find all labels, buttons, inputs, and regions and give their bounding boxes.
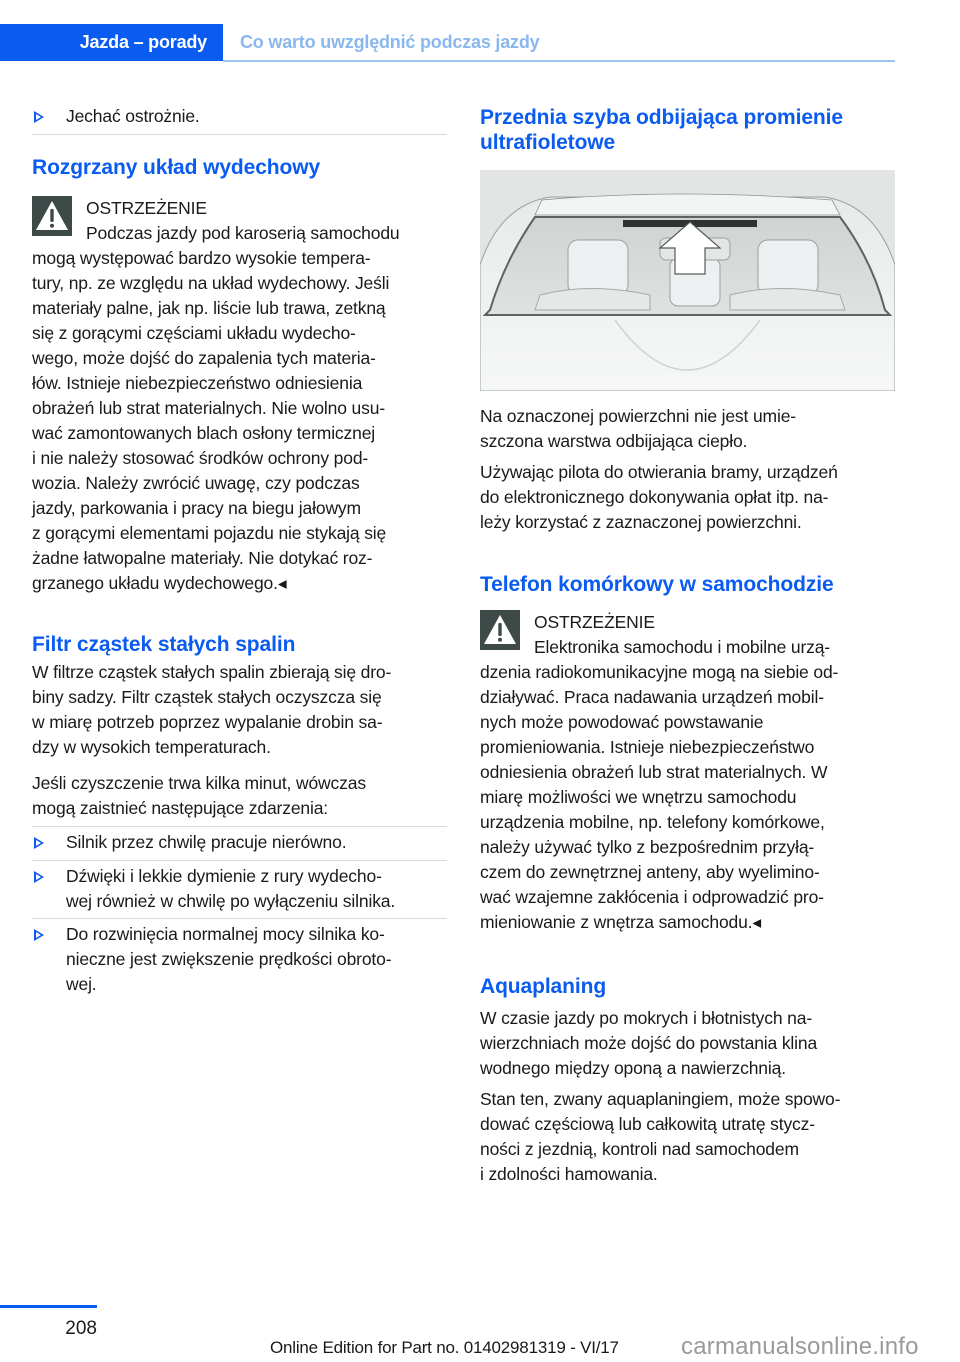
list-item-text: wej również w chwilę po wyłączeniu silnika. [66,891,396,911]
divider [32,918,447,919]
warning-text-line: wego, może dojść do zapalenia tych materia- [32,348,376,368]
edition-note: Online Edition for Part no. 01402981319 - VI/17 [270,1338,619,1357]
text-line: W czasie jazdy po mokrych i błotnistych na- [480,1008,813,1028]
bullet-triangle-icon [34,871,44,883]
warning-text-line: wać wzajemne zakłócenia i odprowadzić pro- [480,887,824,907]
header-rule [223,60,895,62]
list-item [32,104,481,129]
text-line: Jeśli czyszczenie trwa kilka minut, wówczas [32,773,366,793]
heading-aquaplaning: Aquaplaning [480,975,607,998]
footer-rule [0,1305,97,1308]
text-line: dować częściową lub całkowitą utratę stycz- [480,1114,815,1134]
bullet-triangle-icon [34,111,44,123]
paragraph-filter-2 [32,771,452,821]
list-item-text: Dźwięki i lekkie dymienie z rury wydecho- [66,866,382,886]
warning-triangle-icon [32,196,72,236]
subsection-title: Co warto uwzględnić podczas jazdy [240,32,540,52]
warning-label: OSTRZEŻENIE [86,198,207,218]
text-line: ności z jezdnią, kontroli nad samochodem [480,1139,799,1159]
divider [32,134,447,135]
paragraph-aquaplaning-1 [480,1006,900,1081]
warning-text-line: urządzenia mobilne, np. telefony komórkowe, [480,812,825,832]
list-item-text: nieczne jest zwiększenie prędkości obroto- [66,949,392,969]
bullet-triangle-icon [34,929,44,941]
watermark: carmanualsonline.info [681,1333,919,1360]
text-line: Na oznaczonej powierzchni nie jest umie- [480,406,796,426]
text-line: wierzchniach może dojść do powstania klina [480,1033,818,1053]
page-number: 208 [65,1318,97,1339]
section-tab: Jazda – porady [0,24,223,61]
list-item [32,830,481,855]
warning-text-line: wozia. Należy zwrócić uwagę, czy podczas [32,473,360,493]
windshield-figure [480,170,895,391]
warning-label: OSTRZEŻENIE [534,612,655,632]
text-line: W filtrze cząstek stałych spalin zbierają się dro- [32,662,392,682]
warning-text-line: obrażeń lub strat materialnych. Nie wolno usu- [32,398,385,418]
heading-exhaust: Rozgrzany układ wydechowy [32,156,321,179]
warning-text-line: i nie należy stosować środków ochrony pod- [32,448,369,468]
warning-text-line: jazdy, parkowania i pracy na biegu jałowym [32,498,361,518]
heading-windshield [480,105,900,155]
running-header [0,24,895,61]
text-line: dzy w wysokich temperaturach. [32,737,271,757]
warning-text-line: łów. Istnieje niebezpieczeństwo odniesienia [32,373,363,393]
text-line: szczona warstwa odbijająca ciepło. [480,431,748,451]
warning-text-line: odniesienia obrażeń lub strat materialnych. W [480,762,828,782]
list-item-text: Jechać ostrożnie. [66,106,200,126]
text-line: wodnego między oponą a nawierzchnią. [480,1058,786,1078]
paragraph-windshield-1 [480,404,900,454]
list-item [32,922,481,997]
paragraph-windshield-2 [480,460,900,535]
warning-text-line: się z gorącymi częściami układu wydecho- [32,323,356,343]
heading-line: Przednia szyba odbijająca promienie [480,106,843,129]
warning-text-line: wać zamontowanych blach osłony termicznej [32,423,376,443]
warning-mobile-phone [480,610,900,935]
warning-text-line: mogą występować bardzo wysokie tempera- [32,248,371,268]
warning-text-line: czem do zewnętrznej anteny, aby wyelimino- [480,862,820,882]
heading-line: ultrafioletowe [480,131,616,154]
paragraph-filter-1 [32,660,452,760]
text-line: i zdolności hamowania. [480,1164,658,1184]
text-line: mogą zaistnieć następujące zdarzenia: [32,798,329,818]
warning-text-line: mieniowanie z wnętrza samochodu.◂ [480,912,762,932]
text-line: do elektronicznego dokonywania opłat itp. na- [480,487,829,507]
list-item [32,864,481,914]
warning-text-line: Podczas jazdy pod karoserią samochodu [86,223,400,243]
warning-text-line: nych może powodować powstawanie [480,712,764,732]
text-line: Używając pilota do otwierania bramy, urządzeń [480,462,838,482]
text-line: biny sadzy. Filtr cząstek stałych oczyszcza się [32,687,382,707]
bullet-triangle-icon [34,837,44,849]
list-item-text: wej. [66,974,97,994]
paragraph-aquaplaning-2 [480,1087,900,1187]
warning-triangle-icon [480,610,520,650]
heading-particle-filter: Filtr cząstek stałych spalin [32,633,296,656]
warning-text-line: materiały palne, jak np. liście lub trawa, zetkną [32,298,386,318]
warning-text-line: z gorącymi elementami pojazdu nie stykają się [32,523,387,543]
warning-text-line: grzanego układu wydechowego.◂ [32,573,287,593]
heading-mobile-phone: Telefon komórkowy w samochodzie [480,573,834,596]
divider [32,826,447,827]
warning-text-line: Elektronika samochodu i mobilne urzą- [534,637,830,657]
warning-text-line: tury, np. ze względu na układ wydechowy. Jeśli [32,273,390,293]
warning-text-line: miarę możliwości we wnętrzu samochodu [480,787,797,807]
warning-text-line: dzenia radiokomunikacyjne mogą na siebie od- [480,662,839,682]
warning-text-line: działywać. Praca nadawania urządzeń mobil- [480,687,824,707]
warning-text-line: promieniowania. Istnieje niebezpieczeństwo [480,737,815,757]
text-line: leży korzystać z zaznaczonej powierzchni. [480,512,802,532]
list-item-text: Silnik przez chwilę pracuje nierówno. [66,832,347,852]
divider [32,860,447,861]
text-line: Stan ten, zwany aquaplaningiem, może spowo- [480,1089,841,1109]
text-line: w miarę potrzeb poprzez wypalanie drobin sa- [32,712,383,732]
warning-exhaust [32,196,447,596]
windshield-illustration-icon [480,170,895,391]
warning-text-line: żadne łatwopalne materiały. Nie dotykać roz- [32,548,373,568]
warning-text-line: należy używać tylko z bezpośrednim przyłą- [480,837,815,857]
list-item-text: Do rozwinięcia normalnej mocy silnika ko- [66,924,385,944]
